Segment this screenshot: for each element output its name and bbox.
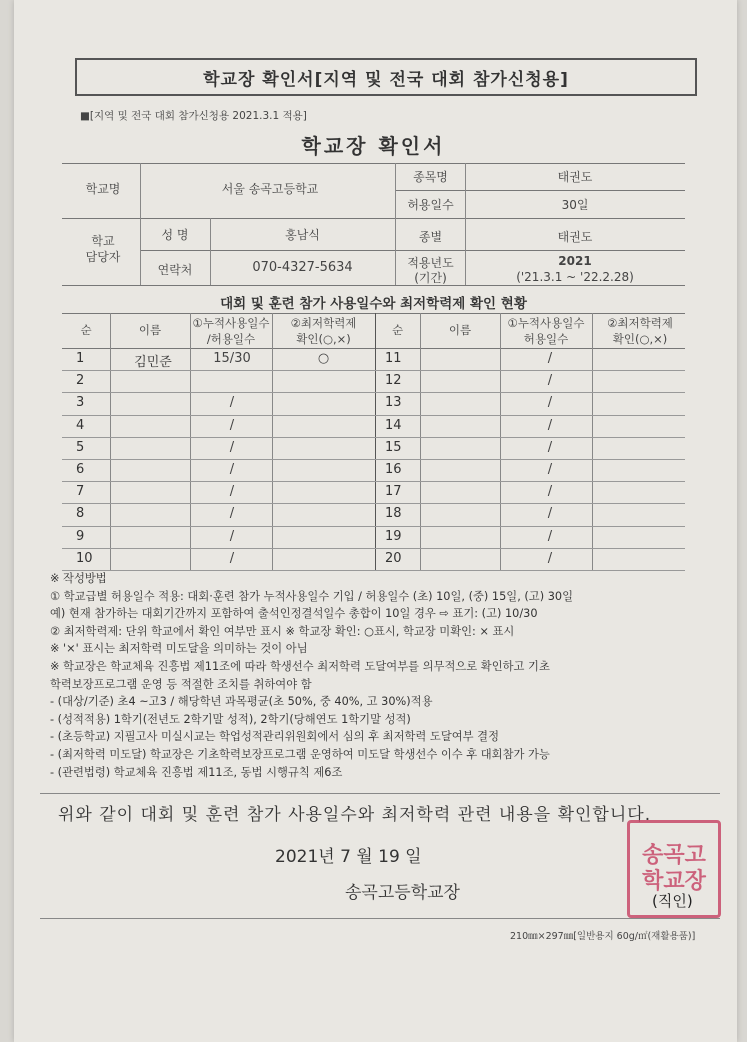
col-header-days-right-1: ①누적사용일수 [507,316,585,330]
grid-vline [395,163,396,285]
min-academic-check: ○ [317,351,330,366]
note-line: - (최저학력 미도달) 학교장은 기초학력보장프로그램 운영하여 미도달 학생선수 이수 후 대회참가 가능 [50,747,550,761]
used-days: / [229,418,235,433]
note-line: - (성적적용) 1학기(전년도 2학기말 성적), 2학기(당해연도 1학기말 성적) [50,712,411,726]
used-days-right: / [547,440,553,455]
used-days: / [229,551,235,566]
grid-vline [210,218,211,285]
row-number: 2 [76,373,85,388]
grid-vline [110,313,111,570]
note-line: 학력보장프로그램 운영 등 적절한 조치를 취하여야 함 [50,677,312,691]
contact-value: 070-4327-5634 [252,260,353,275]
staff-label-2: 담당자 [85,250,121,264]
col-header-ok-right-2: 확인(○,×) [612,332,668,346]
grid-line [62,218,685,219]
table-row-line [62,481,685,482]
col-header-days-1: ①누적사용일수 [192,316,270,330]
row-number: 3 [76,395,85,410]
note-line: - (대상/기준) 초4 ~고3 / 해당학년 과목평균(초 50%, 중 40%, 고 30%)적용 [50,695,433,709]
type-label: 종별 [418,230,443,244]
grid-line [395,190,685,191]
bottom-separator [40,918,720,919]
used-days-right: / [547,395,553,410]
row-number: 6 [76,462,85,477]
note-line: ② 최저학력제: 단위 학교에서 확인 여부만 표시 ※ 학교장 확인: ○표시, 학교장 미확인: × 표시 [50,624,515,638]
header-title-box [75,58,697,96]
year-label-2: (기간) [414,271,447,285]
form-tag: ■[지역 및 전국 대회 참가신청용 2021.3.1 적용] [80,110,307,122]
year-label-1: 적용년도 [407,256,454,270]
grid-line [140,250,685,251]
row-number-right: 12 [385,373,402,388]
col-header-days-right-2: 허용일수 [523,332,569,346]
row-number-right: 17 [385,484,402,499]
used-days-right: / [547,484,553,499]
grid-line [62,163,685,164]
notes-section [50,570,720,781]
row-number: 10 [76,551,93,566]
header-box-title: 학교장 확인서[지역 및 전국 대회 참가신청용] [203,69,569,90]
col-header-name-right: 이름 [448,323,472,337]
col-header-days-2: /허용일수 [206,332,256,346]
used-days-right: / [547,418,553,433]
grid-vline [140,163,141,285]
grid-vline [420,313,421,570]
event-value: 태권도 [557,170,593,184]
row-number: 9 [76,529,85,544]
row-number-right: 20 [385,551,402,566]
used-days-right: / [547,551,553,566]
paper-spec: 210㎜×297㎜[일반용지 60g/㎡(재활용품)] [510,931,696,942]
seal-text-2: 학교장 [642,869,706,894]
student-name: 김민준 [134,355,172,370]
col-header-ok-right-1: ②최저학력제 [607,316,673,330]
used-days: / [229,462,235,477]
row-number: 5 [76,440,85,455]
row-number-right: 16 [385,462,402,477]
allowed-days-value: 30일 [561,198,589,212]
grid-line [62,285,685,286]
note-line: 예) 현재 참가하는 대회기간까지 포함하여 출석인정결석일수 총합이 10일 경우 ⇨ 표기: (고) 10/30 [50,607,538,621]
contact-label: 연락처 [157,263,193,277]
used-days: / [229,529,235,544]
note-line: ① 학교급별 허용일수 적용: 대회·훈련 참가 누적사용일수 기입 / 허용일수 (초) 10일, (중) 15일, (고) 30일 [50,589,573,603]
used-days: / [229,395,235,410]
row-number-right: 15 [385,440,402,455]
table-row-line [62,548,685,549]
col-header-ok-1: ②최저학력제 [290,316,357,330]
table-center-divider [375,313,376,570]
note-line: - (초등학교) 지필고사 미실시교는 학업성적관리위원회에서 심의 후 최저학력 도달여부 결정 [50,730,499,744]
year-value: 2021 [558,254,592,268]
used-days: / [229,506,235,521]
name-label: 성 명 [161,228,189,242]
used-days-right: / [547,529,553,544]
row-number-right: 19 [385,529,402,544]
seal-text-1: 송곡고 [642,843,706,868]
name-value: 홍남식 [285,228,320,242]
seal-label: (직인) [652,892,693,910]
row-number: 8 [76,506,85,521]
row-number-right: 11 [385,351,402,366]
used-days: / [229,484,235,499]
note-line: ※ '×' 표시는 최저학력 미도달을 의미하는 것이 아님 [50,642,308,656]
used-days-right: / [547,506,553,521]
principal-signature: 송곡고등학교장 [345,883,460,903]
table-row-line [62,392,685,393]
staff-label-1: 학교 [91,234,115,248]
used-days-right: / [547,462,553,477]
note-line: - (관련법령) 학교체육 진흥법 제11조, 동법 시행규칙 제6조 [50,765,343,779]
table-row-line [62,526,685,527]
school-name-value: 서울 송곡고등학교 [221,182,319,196]
table-row-line [62,370,685,371]
used-days: 15/30 [213,351,251,366]
grid-vline [190,313,191,570]
note-line: ※ 학교장은 학교체육 진흥법 제11조에 따라 학생선수 최저학력 도달여부를 의무적으로 확인하고 기초 [50,659,550,673]
col-header-name: 이름 [138,323,162,337]
row-number: 4 [76,418,85,433]
type-value: 태권도 [557,230,593,244]
footer-separator [40,793,720,794]
table-row-line [62,459,685,460]
table-row-line [62,437,685,438]
page-title: 학교장 확인서 [301,134,446,158]
row-number-right: 13 [385,395,402,410]
grid-vline [465,163,466,285]
row-number: 7 [76,484,85,499]
used-days-right: / [547,351,553,366]
date-text: 2021년 7 월 19 일 [275,847,422,867]
event-label: 종목명 [413,170,448,184]
school-name-label: 학교명 [85,182,121,196]
note-line: ※ 작성방법 [50,572,107,585]
table-row-line [62,415,685,416]
table-row-line [62,503,685,504]
col-header-no-right: 순 [391,323,404,337]
period-value: ('21.3.1 ~ '22.2.28) [516,270,634,284]
row-number: 1 [76,351,85,366]
col-header-no: 순 [80,323,92,337]
table-subtitle: 대회 및 훈련 참가 사용일수와 최저학력제 확인 현황 [220,296,527,312]
used-days-right: / [547,373,553,388]
row-number-right: 18 [385,506,402,521]
col-header-ok-2: 확인(○,×) [296,332,351,346]
confirmation-text: 위와 같이 대회 및 훈련 참가 사용일수와 최저학력 관련 내용을 확인합니다. [58,805,652,825]
row-number-right: 14 [385,418,402,433]
allowed-days-label: 허용일수 [407,198,454,212]
used-days: / [229,440,235,455]
